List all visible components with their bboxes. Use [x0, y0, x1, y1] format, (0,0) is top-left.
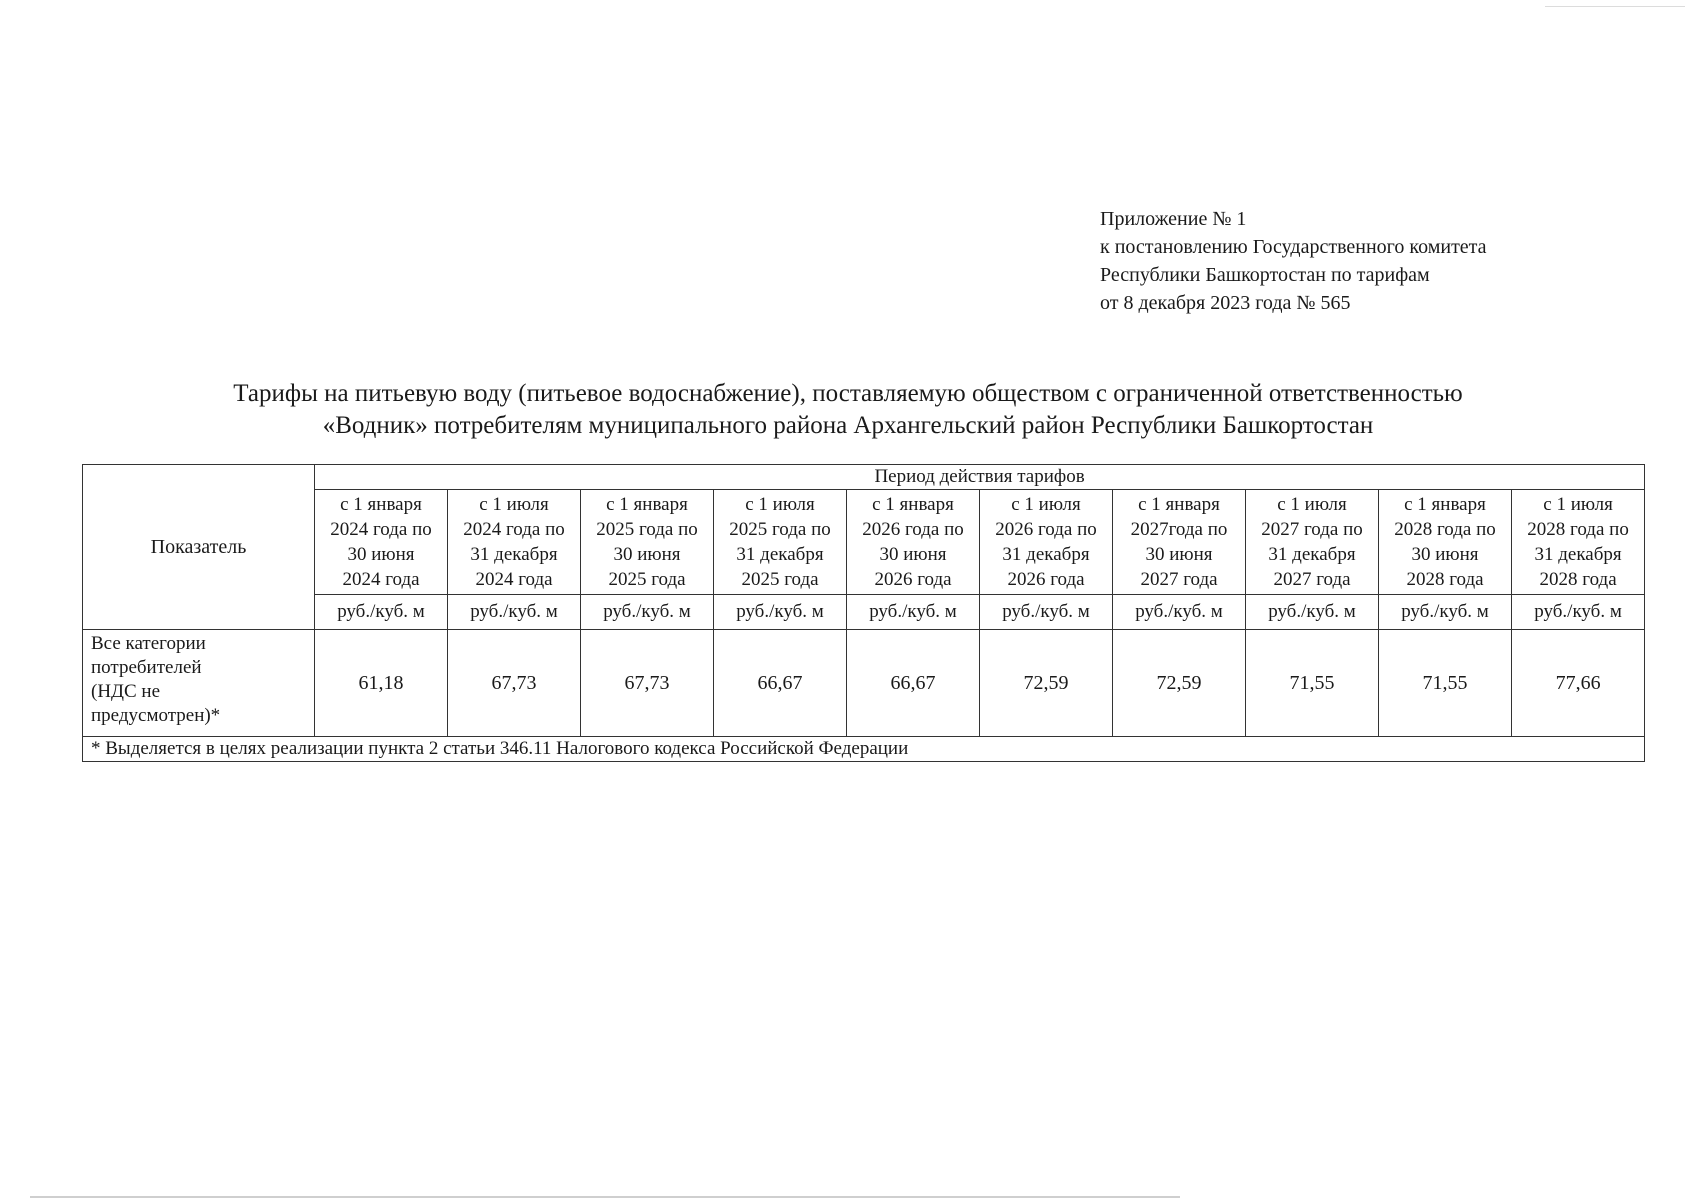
- period-line: 2026 года: [1007, 569, 1085, 590]
- period-line: 31 декабря: [736, 544, 824, 565]
- tariff-value: 67,73: [581, 630, 714, 737]
- period-line: 31 декабря: [470, 544, 558, 565]
- appendix-line-1: Приложение № 1: [1100, 208, 1247, 230]
- period-cell: [315, 490, 448, 595]
- footnote: * Выделяется в целях реализации пункта 2 статьи 346.11 Налогового кодекса Российской Федерации: [83, 737, 1645, 762]
- period-cell: [980, 490, 1113, 595]
- unit-cell: руб./куб. м: [448, 595, 581, 630]
- table-row: [83, 630, 1645, 737]
- appendix-line-2: к постановлению Государственного комитета: [1100, 236, 1487, 258]
- period-line: 2024 года по: [463, 519, 565, 540]
- period-line: 2026 года по: [862, 519, 964, 540]
- header-row-period: [83, 465, 1645, 490]
- unit-cell: руб./куб. м: [980, 595, 1113, 630]
- period-line: 2025 года: [608, 569, 686, 590]
- unit-cell: руб./куб. м: [847, 595, 980, 630]
- indicator-header: Показатель: [83, 465, 315, 630]
- row-label-line: (НДС не: [91, 681, 161, 702]
- row-label-line: предусмотрен)*: [91, 705, 221, 726]
- unit-cell: руб./куб. м: [1512, 595, 1645, 630]
- period-cell: [714, 490, 847, 595]
- period-line: с 1 июля: [745, 494, 815, 515]
- period-line: с 1 января: [872, 494, 954, 515]
- tariff-value: 61,18: [315, 630, 448, 737]
- unit-cell: руб./куб. м: [1246, 595, 1379, 630]
- period-line: 30 июня: [613, 544, 681, 565]
- period-line: 2027 года: [1273, 569, 1351, 590]
- period-line: с 1 июля: [1543, 494, 1613, 515]
- appendix-line-4: от 8 декабря 2023 года № 565: [1100, 292, 1351, 314]
- period-line: с 1 июля: [1277, 494, 1347, 515]
- unit-cell: руб./куб. м: [315, 595, 448, 630]
- period-line: 2026 года по: [995, 519, 1097, 540]
- row-label: [83, 630, 315, 737]
- period-line: 2027 года по: [1261, 519, 1363, 540]
- tariff-value: 66,67: [847, 630, 980, 737]
- tariff-value: 71,55: [1246, 630, 1379, 737]
- period-line: 2024 года по: [330, 519, 432, 540]
- tariff-value: 66,67: [714, 630, 847, 737]
- period-line: 31 декабря: [1268, 544, 1356, 565]
- tariff-value: 72,59: [1113, 630, 1246, 737]
- tariff-value: 71,55: [1379, 630, 1512, 737]
- period-cell: [1512, 490, 1645, 595]
- period-cell: [1246, 490, 1379, 595]
- tariff-table: [82, 464, 1645, 762]
- header-row-periods: [83, 490, 1645, 595]
- tariff-value: 67,73: [448, 630, 581, 737]
- period-line: 31 декабря: [1534, 544, 1622, 565]
- period-line: 2027 года: [1140, 569, 1218, 590]
- appendix-line-3: Республики Башкортостан по тарифам: [1100, 264, 1430, 286]
- tariff-value: 72,59: [980, 630, 1113, 737]
- tariff-value: 77,66: [1512, 630, 1645, 737]
- period-line: 2024 года: [475, 569, 553, 590]
- appendix-block: [1100, 205, 1487, 317]
- period-cell: [448, 490, 581, 595]
- title-line-2: «Водник» потребителям муниципального района Архангельский район Республики Башкортостан: [322, 412, 1374, 439]
- scan-edge-bottom: [30, 1196, 1180, 1198]
- period-cell: [1113, 490, 1246, 595]
- document-title: [80, 378, 1616, 442]
- period-line: с 1 января: [606, 494, 688, 515]
- period-line: с 1 июля: [1011, 494, 1081, 515]
- period-line: 30 июня: [1145, 544, 1213, 565]
- period-cell: [1379, 490, 1512, 595]
- period-line: 2025 года по: [729, 519, 831, 540]
- period-line: 31 декабря: [1002, 544, 1090, 565]
- period-line: 2028 года: [1539, 569, 1617, 590]
- period-line: 30 июня: [879, 544, 947, 565]
- period-line: 2025 года по: [596, 519, 698, 540]
- scan-edge-top: [1545, 6, 1685, 7]
- period-line: с 1 января: [1404, 494, 1486, 515]
- header-row-units: [83, 595, 1645, 630]
- row-label-line: Все категории: [91, 633, 206, 654]
- unit-cell: руб./куб. м: [1379, 595, 1512, 630]
- title-line-1: Тарифы на питьевую воду (питьевое водоснабжение), поставляемую обществом с ограниченной ответственностью: [233, 380, 1463, 407]
- period-line: 2028 года: [1406, 569, 1484, 590]
- period-line: 2026 года: [874, 569, 952, 590]
- period-line: 2024 года: [342, 569, 420, 590]
- period-line: 2028 года по: [1394, 519, 1496, 540]
- period-line: 2025 года: [741, 569, 819, 590]
- period-line: 30 июня: [347, 544, 415, 565]
- period-header: Период действия тарифов: [315, 465, 1645, 490]
- period-line: 2028 года по: [1527, 519, 1629, 540]
- period-cell: [847, 490, 980, 595]
- row-label-line: потребителей: [91, 657, 202, 678]
- period-line: с 1 июля: [479, 494, 549, 515]
- period-line: с 1 января: [340, 494, 422, 515]
- unit-cell: руб./куб. м: [1113, 595, 1246, 630]
- period-line: с 1 января: [1138, 494, 1220, 515]
- period-line: 30 июня: [1411, 544, 1479, 565]
- period-line: 2027года по: [1130, 519, 1228, 540]
- unit-cell: руб./куб. м: [714, 595, 847, 630]
- footnote-row: [83, 737, 1645, 762]
- period-cell: [581, 490, 714, 595]
- unit-cell: руб./куб. м: [581, 595, 714, 630]
